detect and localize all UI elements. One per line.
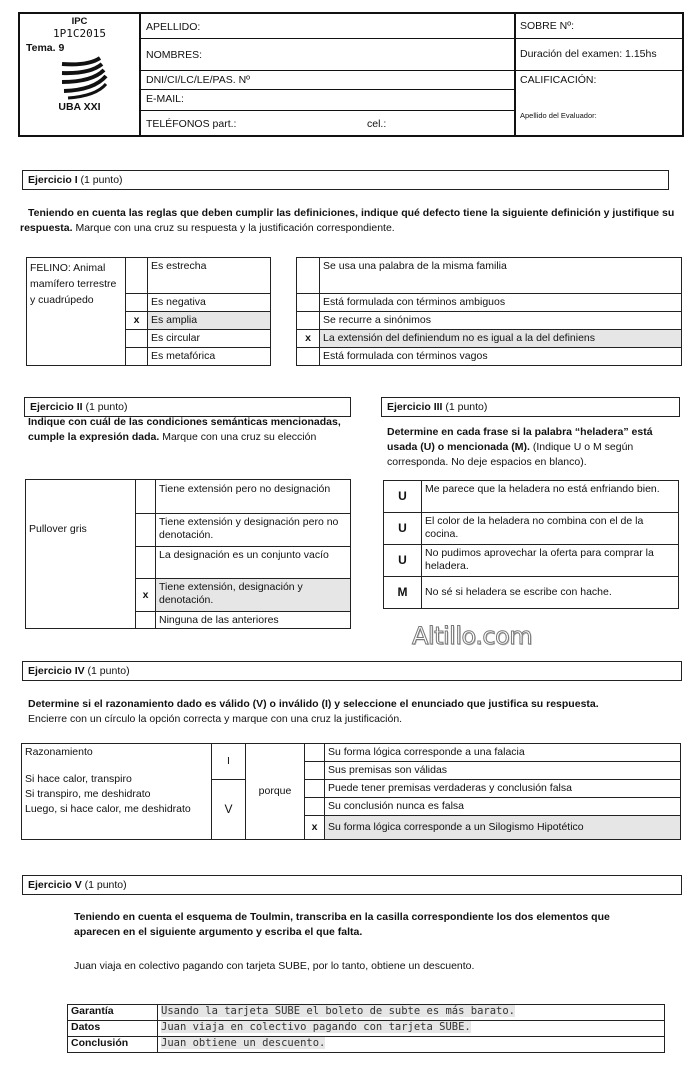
ej5-instructions: Teniendo en cuenta el esquema de Toulmin, transcriba en la casilla correspondiente los dos elementos que aparecen en el siguiente argumento y escriba el que falta. bbox=[74, 911, 610, 938]
ej3-answer-1[interactable]: U bbox=[384, 513, 422, 545]
apellido-field[interactable] bbox=[141, 14, 514, 39]
calificacion-field[interactable] bbox=[516, 71, 682, 135]
ej2-expression: Pullover gris bbox=[26, 480, 136, 579]
ej4-instr-normal: Encierre con un círculo la opción correcta y marque con una cruz la justificación. bbox=[28, 713, 403, 725]
ej1-mark2-3[interactable]: x bbox=[297, 330, 320, 348]
ej1-table bbox=[26, 257, 682, 366]
ej1-option-3: Es circular bbox=[148, 330, 271, 348]
ej3-instr-bold: Determine en cada frase si la palabra “heladera” está usada (U) o mencionada (M). bbox=[387, 426, 653, 453]
ej1-just-0: Se usa una palabra de la misma familia bbox=[320, 258, 682, 294]
ej5-value-2[interactable] bbox=[158, 1037, 665, 1053]
ej2-mark-3[interactable]: x bbox=[136, 579, 156, 612]
ej3-instructions bbox=[387, 425, 682, 470]
evaluador-label: Apellido del Evaluador: bbox=[520, 111, 597, 120]
ej2-expression-lower bbox=[26, 579, 136, 629]
ej5-value-1[interactable] bbox=[158, 1021, 665, 1037]
ej1-option-2: Es amplia bbox=[148, 312, 271, 330]
ej1-title: Ejercicio I bbox=[28, 174, 78, 186]
nombres-label: NOMBRES: bbox=[146, 49, 203, 61]
ej5-answer-0: Usando la tarjeta SUBE el boleto de subte es más barato. bbox=[161, 1005, 516, 1017]
ej4-just-0: Su forma lógica corresponde a una falacia bbox=[325, 744, 681, 762]
dni-label: DNI/CI/LC/LE/PAS. Nº bbox=[146, 74, 251, 86]
ej4-just-4: Su forma lógica corresponde a un Silogismo Hipotético bbox=[325, 816, 681, 840]
ej5-argument: Juan viaja en colectivo pagando con tarjeta SUBE, por lo tanto, obtiene un descuento. bbox=[74, 960, 475, 972]
ej3-text-2: No pudimos aprovechar la oferta para comprar la heladera. bbox=[422, 545, 679, 577]
ej2-mark-1[interactable] bbox=[136, 514, 156, 547]
ej2-mark-4[interactable] bbox=[136, 612, 156, 629]
ej4-just-2: Puede tener premisas verdaderas y conclusión falsa bbox=[325, 780, 681, 798]
ej4-points: (1 punto) bbox=[84, 665, 130, 677]
nombres-field[interactable] bbox=[141, 39, 514, 71]
ej4-conclusion: Luego, si hace calor, me deshidrato bbox=[25, 803, 191, 815]
ipc-label: IPC bbox=[71, 16, 88, 27]
ej5-label-2: Conclusión bbox=[68, 1037, 158, 1053]
ej2-option-3: Tiene extensión, designación y denotación. bbox=[156, 579, 351, 612]
logo-text: UBA XXI bbox=[58, 101, 101, 113]
ej4-mark-4[interactable]: x bbox=[305, 816, 325, 840]
uba-logo-icon bbox=[58, 56, 108, 100]
ej1-definition: FELINO: Animal mamífero terrestre y cuadrúpedo bbox=[27, 258, 126, 366]
ej3-answer-3[interactable]: M bbox=[384, 577, 422, 609]
ej1-mark2-2[interactable] bbox=[297, 312, 320, 330]
ej2-instructions bbox=[28, 415, 348, 445]
ej5-answer-2: Juan obtiene un descuento. bbox=[161, 1037, 326, 1049]
watermark: Altillo.com bbox=[412, 622, 533, 650]
ej4-just-3: Su conclusión nunca es falsa bbox=[325, 798, 681, 816]
ej5-value-0[interactable] bbox=[158, 1005, 665, 1021]
ej1-mark2-1[interactable] bbox=[297, 294, 320, 312]
ej3-table bbox=[383, 480, 679, 609]
ej4-title: Ejercicio IV bbox=[28, 665, 85, 677]
ej2-option-1: Tiene extensión y designación pero no denotación. bbox=[156, 514, 351, 547]
email-label: E-MAIL: bbox=[146, 93, 184, 105]
ej2-mark-2[interactable] bbox=[136, 547, 156, 579]
calificacion-label: CALIFICACIÓN: bbox=[520, 74, 597, 86]
ej4-porque: porque bbox=[246, 744, 305, 840]
ej2-option-0: Tiene extensión pero no designación bbox=[156, 480, 351, 514]
ej3-answer-0[interactable]: U bbox=[384, 481, 422, 513]
ej3-instr-normal: (Indique U o M según corresponda. No deje espacios en blanco). bbox=[387, 441, 634, 468]
ej5-title-box bbox=[22, 875, 682, 895]
ej4-instr-bold: Determine si el razonamiento dado es válido (V) o inválido (I) y seleccione el enunciado que justifica su respuesta. bbox=[28, 698, 599, 710]
ej3-title-box bbox=[381, 397, 680, 417]
ej1-mark1-1[interactable] bbox=[126, 294, 148, 312]
header-logo-area bbox=[20, 14, 141, 135]
ej2-option-2: La designación es un conjunto vacío bbox=[156, 547, 351, 579]
ej5-table bbox=[67, 1004, 665, 1053]
ej3-text-3: No sé si heladera se escribe con hache. bbox=[422, 577, 679, 609]
ej1-points: (1 punto) bbox=[77, 174, 123, 186]
ej3-title: Ejercicio III bbox=[387, 401, 443, 413]
course-code: 1P1C2015 bbox=[53, 27, 106, 40]
ej1-just-3: La extensión del definiendum no es igual a la del definiens bbox=[320, 330, 682, 348]
ej3-points: (1 punto) bbox=[442, 401, 488, 413]
ej1-mark1-2[interactable]: x bbox=[126, 312, 148, 330]
ej5-label-1: Datos bbox=[68, 1021, 158, 1037]
telefonos-label: TELÉFONOS part.: bbox=[146, 118, 237, 130]
ej4-premise-1: Si hace calor, transpiro bbox=[25, 773, 132, 785]
ej2-instr-bold: Indique con cuál de las condiciones semánticas mencionadas, cumple la expresión dada. bbox=[28, 416, 341, 443]
header-right-fields bbox=[516, 14, 682, 135]
ej2-mark-0[interactable] bbox=[136, 480, 156, 514]
header-fields bbox=[141, 14, 516, 135]
ej4-mark-0[interactable] bbox=[305, 744, 325, 762]
ej5-title: Ejercicio V bbox=[28, 879, 82, 891]
ej4-mark-3[interactable] bbox=[305, 798, 325, 816]
email-field[interactable] bbox=[141, 90, 514, 111]
ej2-points: (1 punto) bbox=[82, 401, 128, 413]
apellido-label: APELLIDO: bbox=[146, 21, 201, 33]
ej1-mark2-4[interactable] bbox=[297, 348, 320, 366]
ej1-mark1-0[interactable] bbox=[126, 258, 148, 294]
ej4-title-box bbox=[22, 661, 682, 681]
ej4-option-v[interactable]: V bbox=[212, 780, 246, 840]
ej4-razonamiento-label: Razonamiento bbox=[25, 746, 93, 758]
ej3-text-0: Me parece que la heladera no está enfriando bien. bbox=[422, 481, 679, 513]
ej1-just-4: Está formulada con términos vagos bbox=[320, 348, 682, 366]
ej1-mark2-0[interactable] bbox=[297, 258, 320, 294]
exam-header bbox=[18, 12, 684, 137]
ej2-instr-normal: Marque con una cruz su elección bbox=[159, 431, 317, 443]
ej1-mark1-3[interactable] bbox=[126, 330, 148, 348]
ej1-just-2: Se recurre a sinónimos bbox=[320, 312, 682, 330]
ej5-points: (1 punto) bbox=[81, 879, 127, 891]
ej1-mark1-4[interactable] bbox=[126, 348, 148, 366]
ej4-razonamiento bbox=[22, 744, 212, 840]
ej1-option-0: Es estrecha bbox=[148, 258, 271, 294]
ej4-table bbox=[21, 743, 681, 840]
ej1-instr-bold: Teniendo en cuenta las reglas que deben cumplir las definiciones, indique qué defecto tiene la siguiente definición y justifique su respuesta. bbox=[20, 207, 675, 234]
ej1-just-1: Está formulada con términos ambiguos bbox=[320, 294, 682, 312]
ej5-label-0: Garantía bbox=[68, 1005, 158, 1021]
dni-field[interactable] bbox=[141, 71, 514, 90]
ej4-premise-2: Si transpiro, me deshidrato bbox=[25, 788, 151, 800]
duracion-field bbox=[516, 39, 682, 71]
ej2-title: Ejercicio II bbox=[30, 401, 83, 413]
ej2-title-box bbox=[24, 397, 351, 417]
duracion-label: Duración del examen: 1.15hs bbox=[520, 48, 657, 60]
ej4-just-1: Sus premisas son válidas bbox=[325, 762, 681, 780]
telefonos-field[interactable] bbox=[141, 111, 514, 135]
ej1-instr-normal: Marque con una cruz su respuesta y la justificación correspondiente. bbox=[72, 222, 395, 234]
sobre-field[interactable] bbox=[516, 14, 682, 39]
ej5-answer-1: Juan viaja en colectivo pagando con tarjeta SUBE. bbox=[161, 1021, 471, 1033]
ej4-mark-1[interactable] bbox=[305, 762, 325, 780]
tema-label: Tema. 9 bbox=[26, 42, 65, 54]
ej1-spacer bbox=[271, 258, 297, 366]
ej4-mark-2[interactable] bbox=[305, 780, 325, 798]
ej1-title-box bbox=[22, 170, 669, 190]
ej1-option-1: Es negativa bbox=[148, 294, 271, 312]
ej3-text-1: El color de la heladera no combina con el de la cocina. bbox=[422, 513, 679, 545]
ej2-option-4: Ninguna de las anteriores bbox=[156, 612, 351, 629]
ej4-option-i[interactable]: I bbox=[212, 744, 246, 780]
ej3-answer-2[interactable]: U bbox=[384, 545, 422, 577]
sobre-label: SOBRE Nº: bbox=[520, 20, 575, 32]
ej1-instructions bbox=[20, 206, 680, 236]
cel-label: cel.: bbox=[367, 118, 387, 130]
ej2-table bbox=[25, 479, 351, 629]
ej1-option-4: Es metafórica bbox=[148, 348, 271, 366]
ej4-instructions bbox=[28, 697, 688, 727]
